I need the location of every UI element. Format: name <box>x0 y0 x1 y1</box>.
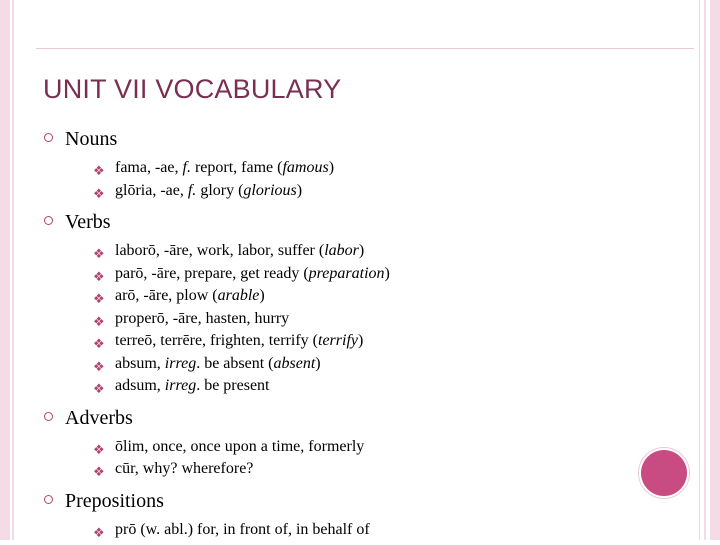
section-1 <box>44 208 684 398</box>
diamond-bullet-icon: ❖ <box>93 184 105 207</box>
vocab-item <box>65 519 684 542</box>
item-text: ) <box>259 287 264 304</box>
right-frame-band <box>710 0 720 540</box>
section-items <box>65 240 684 398</box>
italic-term: irreg <box>165 377 196 394</box>
diamond-bullet-icon: ❖ <box>93 334 105 357</box>
item-text: parō, -āre, prepare, get ready ( <box>115 265 309 282</box>
left-frame-band <box>0 0 10 540</box>
italic-term: irreg <box>165 355 196 372</box>
item-text: absum, <box>115 355 165 372</box>
slide-title: UNIT VII VOCABULARY <box>43 74 341 105</box>
section-items <box>65 519 684 542</box>
item-text: adsum, <box>115 377 165 394</box>
item-text: report, fame ( <box>191 159 283 176</box>
ring-bullet-icon <box>44 412 53 421</box>
diamond-bullet-icon: ❖ <box>93 440 105 463</box>
item-text: properō, -āre, hasten, hurry <box>115 310 289 327</box>
vocab-item <box>65 436 684 459</box>
vocabulary-list <box>44 125 684 541</box>
diamond-bullet-icon: ❖ <box>93 357 105 380</box>
item-text: ) <box>329 159 334 176</box>
vocab-item <box>65 240 684 263</box>
vocab-item <box>65 375 684 398</box>
item-text: terreō, terrēre, frighten, terrify ( <box>115 332 318 349</box>
diamond-bullet-icon: ❖ <box>93 379 105 402</box>
item-text: ) <box>358 332 363 349</box>
item-text: prō (w. abl.) for, in front of, in behalf of <box>115 521 370 538</box>
item-text: laborō, -āre, work, labor, suffer ( <box>115 242 324 259</box>
ring-bullet-icon <box>44 495 53 504</box>
section-heading: Prepositions <box>65 490 164 512</box>
item-text: fama, -ae, <box>115 159 183 176</box>
section-2 <box>44 404 684 481</box>
diamond-bullet-icon: ❖ <box>93 312 105 335</box>
section-0 <box>44 125 684 202</box>
diamond-bullet-icon: ❖ <box>93 161 105 184</box>
right-frame-thin-line <box>699 0 700 540</box>
accent-circle <box>641 450 687 496</box>
item-text: . be absent ( <box>196 355 273 372</box>
item-text: cūr, why? wherefore? <box>115 460 253 477</box>
vocab-item <box>65 458 684 481</box>
top-divider <box>36 48 694 49</box>
section-heading: Nouns <box>65 128 117 150</box>
italic-term: preparation <box>309 265 385 282</box>
item-text: ) <box>297 182 302 199</box>
italic-term: f. <box>183 159 191 176</box>
vocab-item <box>65 157 684 180</box>
item-text: ) <box>359 242 364 259</box>
item-text: glory ( <box>196 182 243 199</box>
italic-term: terrify <box>318 332 358 349</box>
ring-bullet-icon <box>44 216 53 225</box>
section-items <box>65 157 684 202</box>
vocab-item <box>65 330 684 353</box>
section-items <box>65 436 684 481</box>
vocab-item <box>65 308 684 331</box>
italic-term: labor <box>324 242 359 259</box>
diamond-bullet-icon: ❖ <box>93 267 105 290</box>
left-frame-line <box>12 0 14 540</box>
section-heading: Adverbs <box>65 407 133 429</box>
section-3 <box>44 487 684 542</box>
italic-term: arable <box>218 287 260 304</box>
italic-term: glorious <box>243 182 296 199</box>
item-text: glōria, -ae, <box>115 182 188 199</box>
vocab-item <box>65 180 684 203</box>
italic-term: f. <box>188 182 196 199</box>
item-text: ) <box>385 265 390 282</box>
diamond-bullet-icon: ❖ <box>93 523 105 545</box>
vocab-item <box>65 285 684 308</box>
item-text: ōlim, once, once upon a time, formerly <box>115 438 364 455</box>
section-heading: Verbs <box>65 211 111 233</box>
italic-term: famous <box>282 159 328 176</box>
vocab-item <box>65 353 684 376</box>
item-text: ) <box>315 355 320 372</box>
italic-term: absent <box>274 355 316 372</box>
vocab-item <box>65 263 684 286</box>
item-text: arō, -āre, plow ( <box>115 287 218 304</box>
diamond-bullet-icon: ❖ <box>93 244 105 267</box>
diamond-bullet-icon: ❖ <box>93 289 105 312</box>
diamond-bullet-icon: ❖ <box>93 462 105 485</box>
item-text: . be present <box>196 377 269 394</box>
right-frame-line <box>704 0 706 540</box>
ring-bullet-icon <box>44 133 53 142</box>
